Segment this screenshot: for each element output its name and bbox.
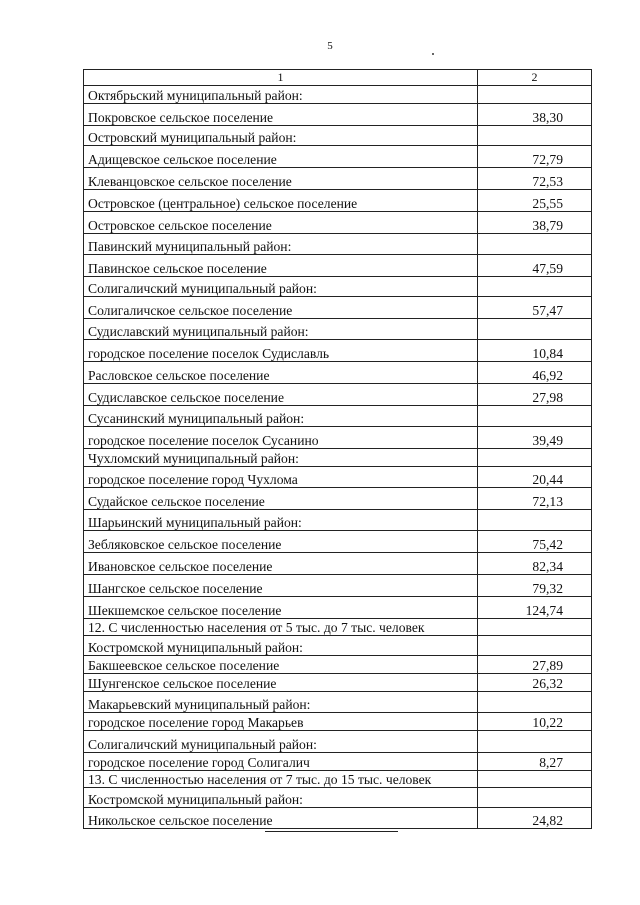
row-value: 27,98 [478,384,592,406]
row-label: Бакшеевское сельское поселение [84,656,478,674]
row-label: Островское (центральное) сельское поселение [84,190,478,212]
table-row [84,86,592,104]
table-row [84,636,592,656]
row-value: 47,59 [478,255,592,277]
table-row [84,788,592,808]
table-row [84,808,592,829]
row-value: 57,47 [478,297,592,319]
table-row [84,319,592,340]
table-row [84,168,592,190]
row-label: Островское сельское поселение [84,212,478,234]
row-value [478,788,592,808]
row-label: Костромской муниципальный район: [84,788,478,808]
row-label: Клеванцовское сельское поселение [84,168,478,190]
table-row [84,277,592,297]
row-label: Павинский муниципальный район: [84,234,478,255]
row-value: 27,89 [478,656,592,674]
footer-divider [265,831,398,832]
row-value: 39,49 [478,427,592,449]
table-row [84,406,592,427]
row-label: Солигаличское сельское поселение [84,297,478,319]
row-value: 25,55 [478,190,592,212]
row-value: 46,92 [478,362,592,384]
table-row [84,427,592,449]
table-row [84,575,592,597]
column-header-1: 1 [84,70,478,86]
table-row [84,297,592,319]
table-row [84,692,592,713]
table-row [84,713,592,731]
row-value: 20,44 [478,467,592,488]
row-label: Солигаличский муниципальный район: [84,277,478,297]
row-value [478,277,592,297]
row-value: 8,27 [478,753,592,771]
row-label: Павинское сельское поселение [84,255,478,277]
row-value [478,319,592,340]
row-value: 75,42 [478,531,592,553]
row-label: городское поселение поселок Сусанино [84,427,478,449]
table-row [84,771,592,788]
row-label: Адищевское сельское поселение [84,146,478,168]
table-row [84,753,592,771]
row-label: Солигаличский муниципальный район: [84,731,478,753]
row-value: 82,34 [478,553,592,575]
row-value [478,510,592,531]
row-value: 124,74 [478,597,592,619]
row-value: 24,82 [478,808,592,829]
row-value: 72,53 [478,168,592,190]
row-value: 10,22 [478,713,592,731]
row-label: Костромской муниципальный район: [84,636,478,656]
column-header-2: 2 [478,70,592,86]
row-label: Судиславское сельское поселение [84,384,478,406]
row-label: Сусанинский муниципальный район: [84,406,478,427]
row-label: Никольское сельское поселение [84,808,478,829]
row-label: Шангское сельское поселение [84,575,478,597]
row-value: 38,30 [478,104,592,126]
table-row [84,674,592,692]
data-table [83,69,592,829]
row-value: 38,79 [478,212,592,234]
table-row [84,126,592,146]
table-row [84,597,592,619]
row-label: Шунгенское сельское поселение [84,674,478,692]
row-value [478,636,592,656]
row-label: Шарьинский муниципальный район: [84,510,478,531]
table-row [84,255,592,277]
table-row [84,340,592,362]
row-value [478,234,592,255]
table-row [84,104,592,126]
row-label: Ивановское сельское поселение [84,553,478,575]
row-label: Островский муниципальный район: [84,126,478,146]
table-row [84,553,592,575]
row-value [478,86,592,104]
table-row [84,510,592,531]
row-value [478,692,592,713]
row-label: Октябрьский муниципальный район: [84,86,478,104]
table-row [84,619,592,636]
row-label: Судайское сельское поселение [84,488,478,510]
table-header-row [84,70,592,86]
row-label: городское поселение город Солигалич [84,753,478,771]
row-value [478,126,592,146]
row-value: 72,13 [478,488,592,510]
table-row [84,731,592,753]
row-value: 72,79 [478,146,592,168]
table-row [84,384,592,406]
page-number: 5 [327,40,333,52]
row-value [478,406,592,427]
table-row [84,656,592,674]
scan-speck [432,53,434,55]
row-value: 10,84 [478,340,592,362]
row-label: городское поселение город Макарьев [84,713,478,731]
row-label: Расловское сельское поселение [84,362,478,384]
row-value [478,771,592,788]
row-value [478,731,592,753]
row-value [478,449,592,467]
table-row [84,212,592,234]
table-row [84,449,592,467]
row-label: городское поселение город Чухлома [84,467,478,488]
row-label: Судиславский муниципальный район: [84,319,478,340]
row-label: Чухломский муниципальный район: [84,449,478,467]
table-row [84,234,592,255]
table-row [84,362,592,384]
table-row [84,488,592,510]
row-value [478,619,592,636]
row-label: Шекшемское сельское поселение [84,597,478,619]
table-row [84,190,592,212]
row-label: городское поселение поселок Судиславль [84,340,478,362]
row-label: Покровское сельское поселение [84,104,478,126]
row-label: 13. С численностью населения от 7 тыс. до 15 тыс. человек [84,771,478,788]
table-row [84,146,592,168]
row-value: 79,32 [478,575,592,597]
row-label: Зебляковское сельское поселение [84,531,478,553]
row-value: 26,32 [478,674,592,692]
table-row [84,531,592,553]
row-label: 12. С численностью населения от 5 тыс. до 7 тыс. человек [84,619,478,636]
table-row [84,467,592,488]
row-label: Макарьевский муниципальный район: [84,692,478,713]
